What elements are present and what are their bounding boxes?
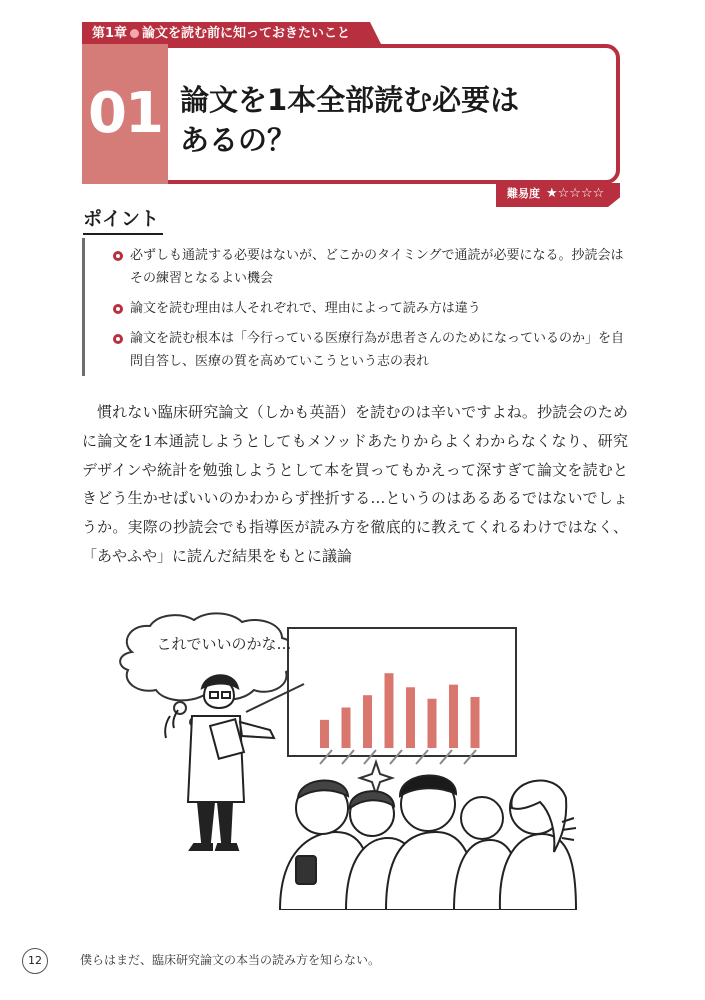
body-paragraph: 慣れない臨床研究論文（しかも英語）を読むのは辛いですよね。抄読会のために論文を1本通読しようとしてもメソッドあたりからよくわからなくなり、研究デザインや統計を勉強しようとして本を買ってもかえって深すぎて論文を読むときどう生かせばいいのかわからず挫折する…というのはあるあるではないでしょうか。実際の抄読会でも指導医が読み方を徹底的に教えてくれるわけではなく、「あやふや」に読んだ結果をもとに議論 [82,403,628,565]
point-text: 必ずしも通読する必要はないが、どこかのタイミングで通読が必要になる。抄読会はその練習となるよい機会 [130,248,624,286]
points-heading-underline [83,233,163,235]
difficulty-stars: ★☆☆☆☆ [546,186,605,201]
target-bullet-icon [113,334,123,344]
sparkle-icon [360,762,392,794]
chart-bar-4 [385,673,394,748]
chart-bar-6 [428,699,437,748]
page-number: 12 [22,948,48,974]
chart-bar-7 [449,685,458,748]
point-text: 論文を読む理由は人それぞれで、理由によって読み方は違う [130,301,481,316]
target-bullet-icon [113,304,123,314]
target-bullet-icon [113,251,123,261]
points-side-bar [82,238,85,376]
bullet-dot-icon [130,29,139,38]
chart-bar-2 [342,708,351,748]
page-title-line-2: あるの？ [180,123,297,157]
page-title [180,80,600,160]
point-item [113,297,633,320]
chart-bar-1 [320,720,329,748]
point-text: 論文を読む根本は「今行っている医療行為が患者さんのためになっているのか」を自問自答し、医療の質を高めていこうという志の表れ [130,331,625,369]
footer-caption: 僕らはまだ、臨床研究論文の本当の読み方を知らない。 [80,953,381,967]
difficulty-label: 難易度 [507,187,540,200]
point-item [113,244,633,290]
page-title-line-1: 論文を1本全部読む必要は [180,83,520,117]
chart-bar-5 [406,687,415,748]
presenter-doctor [165,675,304,850]
point-item [113,327,633,373]
section-number: 01 [88,81,162,146]
difficulty-badge [507,185,604,203]
chart-bar-3 [363,695,372,748]
chart-bar-8 [471,697,480,748]
chapter-heading [92,24,350,44]
illustration [110,612,590,910]
thought-bubble-text: これでいいのかな… [156,635,292,653]
points-list [113,244,633,380]
chapter-title: 論文を読む前に知っておきたいこと [142,26,351,41]
points-heading: ポイント [83,208,160,230]
audience [280,775,576,910]
chapter-label: 第1章 [92,26,128,41]
